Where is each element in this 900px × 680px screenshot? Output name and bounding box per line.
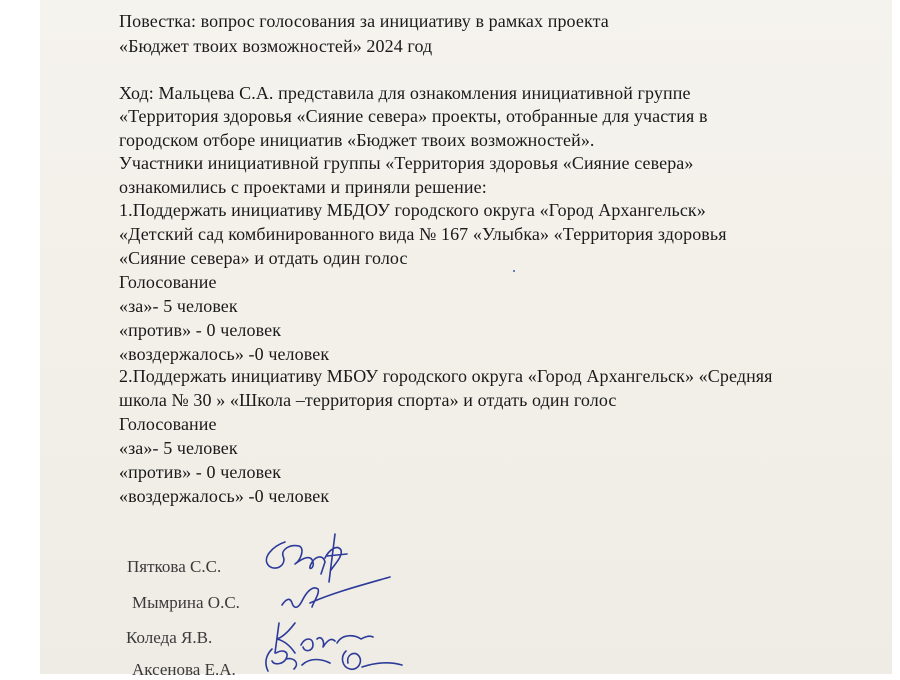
vote1-heading: Голосование bbox=[119, 272, 217, 292]
vote1-against: «против» - 0 человек bbox=[119, 320, 282, 340]
proceedings-line-4: Участники инициативной группы «Территория здоровья «Сияние севера» bbox=[119, 153, 694, 173]
vote2-abstained: «воздержалось» -0 человек bbox=[119, 486, 330, 506]
item2-line-1: 2.Поддержать инициативу МБОУ городского округа «Город Архангельск» «Средняя bbox=[119, 366, 773, 386]
signatory-name: Мымрина О.С. bbox=[132, 593, 240, 612]
proceedings-line-2: «Территория здоровья «Сияние севера» проекты, отобранные для участия в bbox=[119, 106, 708, 126]
agenda-line-2: «Бюджет твоих возможностей» 2024 год bbox=[119, 36, 433, 56]
vote1-for: «за»- 5 человек bbox=[119, 296, 238, 316]
signatory-name: Коледа Я.В. bbox=[126, 628, 213, 647]
proceedings-line-5: ознакомились с проектами и приняли решение: bbox=[119, 177, 487, 197]
signatory-name: Аксенова Е.А. bbox=[132, 660, 236, 679]
item1-line-3: «Сияние севера» и отдать один голос bbox=[119, 248, 408, 268]
item1-line-1: 1.Поддержать инициативу МБДОУ городского округа «Город Архангельск» bbox=[119, 200, 706, 220]
ink-speck bbox=[513, 270, 515, 272]
proceedings-line-3: городском отборе инициатив «Бюджет твоих возможностей». bbox=[119, 130, 595, 150]
document-page bbox=[40, 0, 892, 679]
vote2-heading: Голосование bbox=[119, 414, 217, 434]
signatory-name: Пяткова С.С. bbox=[127, 557, 222, 576]
vote2-against: «против» - 0 человек bbox=[119, 462, 282, 482]
signature-aksenova bbox=[250, 645, 410, 674]
item2-line-2: школа № 30 » «Школа –территория спорта» и отдать один голос bbox=[119, 390, 617, 410]
proceedings-line-1: Ход: Мальцева С.А. представила для ознакомления инициативной группе bbox=[119, 83, 691, 103]
item1-line-2: «Детский сад комбинированного вида № 167 «Улыбка» «Территория здоровья bbox=[119, 224, 727, 244]
vote2-for: «за»- 5 человек bbox=[119, 438, 238, 458]
agenda-line-1: Повестка: вопрос голосования за инициативу в рамках проекта bbox=[119, 11, 609, 31]
signature-mymrina bbox=[272, 575, 392, 620]
vote1-abstained: «воздержалось» -0 человек bbox=[119, 344, 330, 364]
